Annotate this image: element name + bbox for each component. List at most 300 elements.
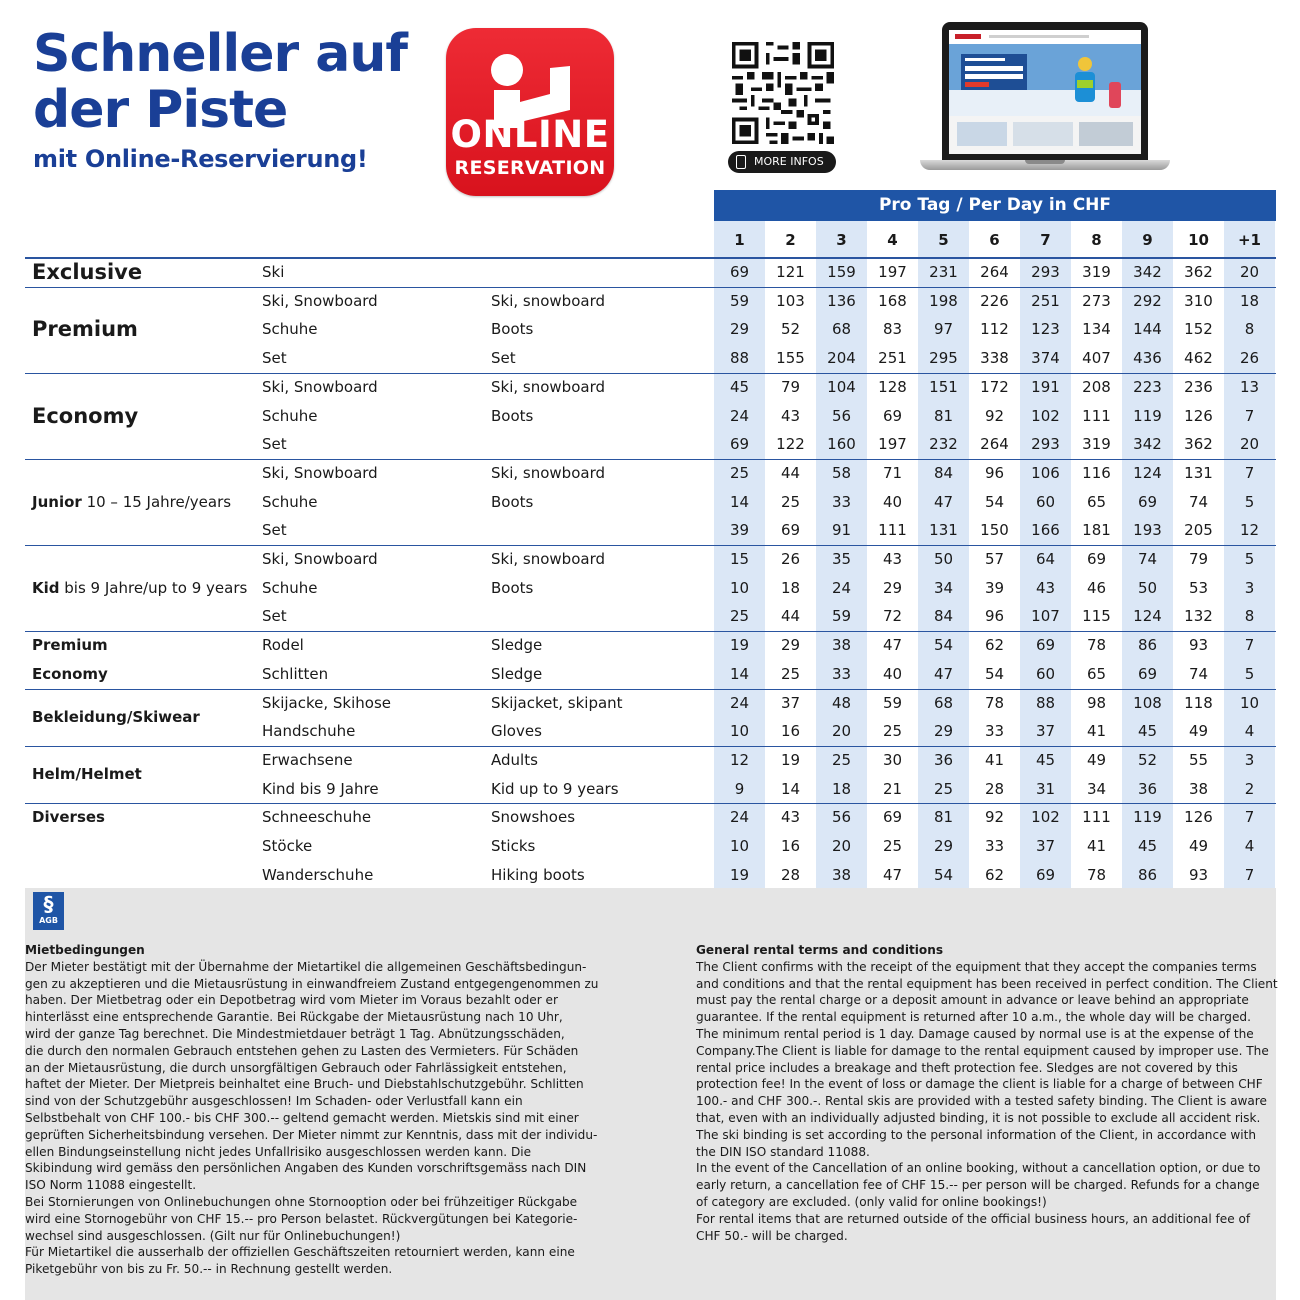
day-column-label: 6 xyxy=(989,231,1000,249)
price-cell: 16 xyxy=(780,722,801,741)
item-name-en: Hiking boots xyxy=(491,865,585,884)
price-cell: 69 xyxy=(1035,865,1056,884)
item-name-en: Boots xyxy=(491,406,534,425)
price-cell: 107 xyxy=(1031,607,1060,626)
table-row xyxy=(0,516,1300,545)
price-cell: 10 xyxy=(729,578,750,597)
price-cell: 123 xyxy=(1031,320,1060,339)
price-cell: 28 xyxy=(780,865,801,884)
price-cell: 144 xyxy=(1133,320,1162,339)
category-age-note: bis 9 Jahre/up to 9 years xyxy=(59,578,248,597)
price-cell: 92 xyxy=(984,406,1005,425)
item-name-en: Sledge xyxy=(491,636,543,655)
price-cell: 14 xyxy=(729,664,750,683)
price-cell: 293 xyxy=(1031,263,1060,281)
price-cell: 362 xyxy=(1184,435,1213,454)
price-cell: 36 xyxy=(1137,779,1158,798)
price-cell: 16 xyxy=(780,837,801,855)
price-cell: 116 xyxy=(1082,463,1111,482)
price-cell: 12 xyxy=(729,750,750,769)
category-name: Economy xyxy=(32,403,139,428)
price-cell: 69 xyxy=(780,521,801,540)
price-cell: 71 xyxy=(882,463,903,482)
price-cell: 39 xyxy=(984,578,1005,597)
price-cell: 232 xyxy=(929,435,958,454)
price-cell: 59 xyxy=(831,607,852,626)
price-cell: 74 xyxy=(1188,664,1209,683)
price-cell: 26 xyxy=(780,550,801,568)
price-cell: 40 xyxy=(882,492,903,511)
price-cell: 19 xyxy=(729,865,750,884)
website-preview-image xyxy=(949,30,1141,154)
price-cell: 65 xyxy=(1086,664,1107,683)
price-cell: 58 xyxy=(831,463,852,482)
table-row xyxy=(0,660,1300,689)
price-cell: 86 xyxy=(1137,636,1158,655)
price-cell: 102 xyxy=(1031,808,1060,827)
price-cell: 69 xyxy=(882,406,903,425)
price-cell: 5 xyxy=(1244,664,1255,683)
price-cell: 69 xyxy=(882,808,903,827)
price-cell: 40 xyxy=(882,664,903,683)
headline-subline: mit Online-Reservierung! xyxy=(33,145,368,173)
price-cell: 69 xyxy=(1086,550,1107,568)
price-cell: 88 xyxy=(1035,693,1056,712)
price-cell: 36 xyxy=(933,750,954,769)
price-cell: 3 xyxy=(1244,578,1255,597)
price-cell: 8 xyxy=(1244,320,1255,339)
day-column-label: 7 xyxy=(1040,231,1051,249)
price-cell: 126 xyxy=(1184,808,1213,827)
price-cell: 44 xyxy=(780,463,801,482)
price-cell: 20 xyxy=(1239,435,1260,454)
price-cell: 9 xyxy=(734,779,745,798)
category-name: Diverses xyxy=(32,808,105,827)
price-cell: 121 xyxy=(776,263,805,281)
category-label xyxy=(32,703,200,732)
category-label xyxy=(32,760,142,789)
category-name: Junior xyxy=(32,492,82,511)
category-label xyxy=(32,660,108,689)
item-name-en: Sticks xyxy=(491,837,536,855)
price-cell: 69 xyxy=(729,435,750,454)
day-column-label: 10 xyxy=(1188,231,1209,249)
category-age-note: 10 – 15 Jahre/years xyxy=(81,492,232,511)
price-cell: 236 xyxy=(1184,377,1213,396)
table-row xyxy=(0,344,1300,373)
price-cell: 84 xyxy=(933,463,954,482)
terms-german-title: Mietbedingungen xyxy=(25,943,145,957)
price-cell: 119 xyxy=(1133,808,1162,827)
price-cell: 319 xyxy=(1082,435,1111,454)
more-infos-button[interactable] xyxy=(728,151,836,173)
item-name-de: Schuhe xyxy=(262,320,318,339)
laptop-screen xyxy=(949,30,1141,154)
price-cell: 119 xyxy=(1133,406,1162,425)
price-cell: 69 xyxy=(1035,636,1056,655)
category-name: Exclusive xyxy=(32,260,143,284)
price-cell: 33 xyxy=(831,492,852,511)
price-cell: 132 xyxy=(1184,607,1213,626)
price-cell: 5 xyxy=(1244,492,1255,511)
price-cell: 45 xyxy=(1035,750,1056,769)
table-row xyxy=(0,315,1300,344)
price-cell: 68 xyxy=(933,693,954,712)
item-name-de: Ski, Snowboard xyxy=(262,377,378,396)
price-cell: 19 xyxy=(780,750,801,769)
price-cell: 18 xyxy=(831,779,852,798)
item-name-de: Erwachsene xyxy=(262,750,353,769)
price-cell: 3 xyxy=(1244,750,1255,769)
price-cell: 84 xyxy=(933,607,954,626)
item-name-en: Snowshoes xyxy=(491,808,576,827)
price-cell: 41 xyxy=(1086,722,1107,741)
price-cell: 78 xyxy=(1086,865,1107,884)
terms-german xyxy=(25,942,615,1278)
price-cell: 208 xyxy=(1082,377,1111,396)
price-cell: 273 xyxy=(1082,291,1111,310)
item-name-en: Boots xyxy=(491,578,534,597)
logo-text-online: ONLINE xyxy=(450,113,610,156)
price-cell: 150 xyxy=(980,521,1009,540)
terms-german-body: Der Mieter bestätigt mit der Übernahme der Mietartikel die allgemeinen Geschäftsbedingun- gen zu akzeptieren und die Mietausrüstung in einwandfreiem Zustand entgegengenommen zu haben. Der Mietbetrag oder ein Depotbetrag wird vom Mieter im Voraus bezahlt oder er hinterlässt eine entsprechende Garantie. Bei Rückgabe der Mietausrüstung nach 10 Uhr, wird der ganze Tag berechnet. Die Mindestmietdauer beträgt 1 Tag. Abnützungsschäden, die durch den normalen Gebrauch entstehen gehen zu Lasten des Vermieters. Für Schäden an der Mietausrüstung, die durch unsorgfältigen Gebrauch oder Fahrlässigkeit entstehen, haftet der Mieter. Der Mietpreis beinhaltet eine Bruch- und Diebstahlschutzgebühr. Schlitten sind von der Schutzgebühr ausgeschlossen! Im Schaden- oder Verlustfall kann ein Selbstbehalt von CHF 100.- bis CHF 300.-- geltend gemacht werden. Mietskis sind mit einer geprüften Sicherheitsbindung versehen. Der Mieter nimmt zur Kenntnis, dass mit der individu- ellen Bindungseinstellung nicht jedes Unfallrisiko ausgeschlossen werden kann. Die Skibindung wird gemäss den persönlichen Angaben des Kunden vorschriftsgemäss nach DIN ISO Norm 11088 eingestellt. Bei Stornierungen von Onlinebuchungen ohne Stornooption oder bei frühzeitiger Rückgabe wird eine Stornogebühr von CHF 15.-- pro Person belastet. Rückvergütungen bei Kategorie- wechsel sind ausgeschlossen. (Gilt nur für Onlinebuchungen!) Für Mietartikel die ausserhalb der offiziellen Geschäftszeiten retourniert werden, kann eine Piketgebühr von bis zu Fr. 50.-- in Rechnung gestellt werden. xyxy=(25,959,599,1277)
category-name: Bekleidung/Skiwear xyxy=(32,707,200,726)
price-cell: 69 xyxy=(1137,664,1158,683)
table-row xyxy=(0,373,1300,402)
price-cell: 25 xyxy=(882,837,903,855)
table-row xyxy=(0,258,1300,287)
category-label xyxy=(32,631,108,660)
price-cell: 52 xyxy=(780,320,801,339)
price-cell: 193 xyxy=(1133,521,1162,540)
price-cell: 88 xyxy=(729,349,750,368)
price-cell: 231 xyxy=(929,263,958,281)
price-cell: 111 xyxy=(878,521,907,540)
price-cell: 14 xyxy=(729,492,750,511)
price-cell: 198 xyxy=(929,291,958,310)
price-cell: 62 xyxy=(984,865,1005,884)
price-cell: 25 xyxy=(780,492,801,511)
price-cell: 204 xyxy=(827,349,856,368)
price-cell: 5 xyxy=(1244,550,1255,568)
price-cell: 44 xyxy=(780,607,801,626)
price-cell: 93 xyxy=(1188,865,1209,884)
item-name-en: Set xyxy=(491,349,516,368)
price-cell: 34 xyxy=(1086,779,1107,798)
price-cell: 115 xyxy=(1082,607,1111,626)
price-cell: 10 xyxy=(729,722,750,741)
price-cell: 56 xyxy=(831,406,852,425)
price-cell: 111 xyxy=(1082,808,1111,827)
logo-text-reservation: RESERVATION xyxy=(454,157,606,179)
price-cell: 81 xyxy=(933,808,954,827)
day-column-label: 8 xyxy=(1091,231,1102,249)
headline-line-2: der Piste xyxy=(33,80,288,140)
price-cell: 91 xyxy=(831,521,852,540)
item-name-en: Boots xyxy=(491,320,534,339)
price-cell: 20 xyxy=(1239,263,1260,281)
price-cell: 223 xyxy=(1133,377,1162,396)
price-cell: 7 xyxy=(1244,808,1255,827)
item-name-en: Kid up to 9 years xyxy=(491,779,619,798)
category-name: Economy xyxy=(32,664,108,683)
item-name-de: Schuhe xyxy=(262,406,318,425)
price-cell: 74 xyxy=(1137,550,1158,568)
category-label xyxy=(32,402,138,431)
terms-english-body: The Client confirms with the receipt of the equipment that they accept the companies terms and conditions and that the rental equipment has been received in perfect condition. The Client must pay the rental charge or a deposit amount in advance or leave behind an appropriate guarantee. If the rental equipment is returned after 10 a.m., the whole day will be charged. The minimum rental period is 1 day. Damage caused by normal use is at the expense of the Company.The Client is liable for damage to the rental equipment caused by improper use. The rental price includes a breakage and theft protection fee. Sledges are not covered by this protection fee! In the event of loss or damage the client is liable for a charge of between CHF 100.- and CHF 300.-. Rental skis are provided with a tested safety binding. The Client is aware that, even with an individually adjusted binding, it is not possible to exclude all accident risk. The ski binding is set according to the personal information of the Client, in accordance with the DIN ISO standard 11088. In the event of the Cancellation of an online booking, without a cancellation option, or due to early return, a cancellation fee of CHF 15.-- per person will be charged. Refunds for a change of category are excluded. (only valid for online bookings!) For rental items that are returned outside of the official business hours, an additional fee of CHF 50.- will be charged. xyxy=(696,959,1278,1243)
item-name-en: Gloves xyxy=(491,722,542,741)
price-cell: 160 xyxy=(827,435,856,454)
price-cell: 43 xyxy=(1035,578,1056,597)
phone-icon xyxy=(736,155,746,169)
price-cell: 43 xyxy=(780,406,801,425)
price-cell: 81 xyxy=(933,406,954,425)
price-cell: 28 xyxy=(984,779,1005,798)
item-name-de: Schuhe xyxy=(262,578,318,597)
price-cell: 362 xyxy=(1184,263,1213,281)
price-cell: 24 xyxy=(729,406,750,425)
table-row xyxy=(0,545,1300,574)
price-cell: 25 xyxy=(831,750,852,769)
price-cell: 20 xyxy=(831,837,852,855)
price-cell: 112 xyxy=(980,320,1009,339)
price-cell: 24 xyxy=(729,808,750,827)
price-cell: 24 xyxy=(831,578,852,597)
price-cell: 37 xyxy=(1035,722,1056,741)
item-name-en: Ski, snowboard xyxy=(491,291,605,310)
price-cell: 205 xyxy=(1184,521,1213,540)
item-name-de: Stöcke xyxy=(262,837,313,855)
table-row xyxy=(0,746,1300,775)
price-cell: 4 xyxy=(1244,837,1255,855)
price-cell: 10 xyxy=(1239,693,1260,712)
price-cell: 111 xyxy=(1082,406,1111,425)
price-cell: 126 xyxy=(1184,406,1213,425)
price-cell: 60 xyxy=(1035,492,1056,511)
price-cell: 20 xyxy=(831,722,852,741)
price-cell: 108 xyxy=(1133,693,1162,712)
day-column-header xyxy=(714,224,1276,256)
price-cell: 69 xyxy=(729,263,750,281)
price-cell: 8 xyxy=(1244,607,1255,626)
price-cell: 124 xyxy=(1133,607,1162,626)
price-cell: 104 xyxy=(827,377,856,396)
price-cell: 342 xyxy=(1133,435,1162,454)
price-cell: 7 xyxy=(1244,865,1255,884)
price-cell: 7 xyxy=(1244,636,1255,655)
category-label xyxy=(32,315,138,344)
price-cell: 33 xyxy=(831,664,852,683)
item-name-en: Sledge xyxy=(491,664,543,683)
price-header: Pro Tag / Per Day in CHF xyxy=(714,190,1276,221)
price-cell: 102 xyxy=(1031,406,1060,425)
price-cell: 38 xyxy=(831,636,852,655)
price-cell: 264 xyxy=(980,263,1009,281)
price-cell: 38 xyxy=(831,865,852,884)
item-name-de: Schuhe xyxy=(262,492,318,511)
price-cell: 92 xyxy=(984,808,1005,827)
agb-symbol: § xyxy=(43,892,54,916)
table-row xyxy=(0,402,1300,431)
item-name-de: Rodel xyxy=(262,636,304,655)
price-cell: 295 xyxy=(929,349,958,368)
price-cell: 50 xyxy=(1137,578,1158,597)
price-cell: 79 xyxy=(1188,550,1209,568)
item-name-de: Ski, Snowboard xyxy=(262,463,378,482)
price-cell: 168 xyxy=(878,291,907,310)
item-name-de: Skijacke, Skihose xyxy=(262,693,392,712)
price-cell: 29 xyxy=(729,320,750,339)
price-cell: 13 xyxy=(1239,377,1260,396)
price-cell: 57 xyxy=(984,550,1005,568)
price-cell: 41 xyxy=(1086,837,1107,855)
item-name-en: Ski, snowboard xyxy=(491,463,605,482)
price-cell: 98 xyxy=(1086,693,1107,712)
price-cell: 48 xyxy=(831,693,852,712)
price-cell: 49 xyxy=(1086,750,1107,769)
price-cell: 4 xyxy=(1244,722,1255,741)
price-cell: 136 xyxy=(827,291,856,310)
price-cell: 15 xyxy=(729,550,750,568)
item-name-de: Ski, Snowboard xyxy=(262,291,378,310)
item-name-de: Wanderschuhe xyxy=(262,865,374,884)
price-cell: 41 xyxy=(984,750,1005,769)
price-cell: 37 xyxy=(1035,837,1056,855)
item-name-de: Handschuhe xyxy=(262,722,356,741)
price-cell: 197 xyxy=(878,263,907,281)
price-cell: 68 xyxy=(831,320,852,339)
price-cell: 45 xyxy=(729,377,750,396)
day-column-label: 3 xyxy=(836,231,847,249)
agb-icon xyxy=(33,892,64,930)
price-cell: 124 xyxy=(1133,463,1162,482)
more-infos-label: MORE INFOS xyxy=(754,155,824,168)
price-cell: 86 xyxy=(1137,865,1158,884)
price-cell: 29 xyxy=(933,837,954,855)
item-name-en: Skijacket, skipant xyxy=(491,693,623,712)
item-name-de: Schlitten xyxy=(262,664,329,683)
price-cell: 96 xyxy=(984,607,1005,626)
category-name: Kid xyxy=(32,578,60,597)
price-cell: 152 xyxy=(1184,320,1213,339)
price-cell: 35 xyxy=(831,550,852,568)
price-cell: 181 xyxy=(1082,521,1111,540)
price-cell: 7 xyxy=(1244,406,1255,425)
price-cell: 159 xyxy=(827,263,856,281)
category-name: Premium xyxy=(32,636,108,655)
price-cell: 83 xyxy=(882,320,903,339)
day-column-label: 9 xyxy=(1142,231,1153,249)
price-cell: 25 xyxy=(882,722,903,741)
price-cell: 54 xyxy=(984,664,1005,683)
table-row xyxy=(0,861,1300,890)
price-cell: 191 xyxy=(1031,377,1060,396)
price-cell: 29 xyxy=(882,578,903,597)
price-cell: 69 xyxy=(1137,492,1158,511)
price-cell: 7 xyxy=(1244,463,1255,482)
price-cell: 293 xyxy=(1031,435,1060,454)
price-cell: 47 xyxy=(933,492,954,511)
table-row xyxy=(0,287,1300,316)
table-row xyxy=(0,832,1300,861)
price-cell: 128 xyxy=(878,377,907,396)
price-cell: 342 xyxy=(1133,263,1162,281)
price-cell: 33 xyxy=(984,722,1005,741)
headline xyxy=(33,26,433,174)
price-cell: 47 xyxy=(933,664,954,683)
price-cell: 59 xyxy=(882,693,903,712)
price-cell: 38 xyxy=(1188,779,1209,798)
price-cell: 43 xyxy=(882,550,903,568)
price-cell: 12 xyxy=(1239,521,1260,540)
item-name-en: Adults xyxy=(491,750,538,769)
price-cell: 45 xyxy=(1137,837,1158,855)
qr-code-icon[interactable] xyxy=(728,38,838,148)
price-cell: 46 xyxy=(1086,578,1107,597)
price-cell: 62 xyxy=(984,636,1005,655)
day-column-label: 4 xyxy=(887,231,898,249)
price-cell: 56 xyxy=(831,808,852,827)
terms-english xyxy=(696,942,1281,1244)
price-cell: 18 xyxy=(780,578,801,597)
price-cell: 25 xyxy=(780,664,801,683)
price-cell: 151 xyxy=(929,377,958,396)
price-cell: 54 xyxy=(933,865,954,884)
price-cell: 251 xyxy=(1031,291,1060,310)
price-cell: 54 xyxy=(984,492,1005,511)
price-cell: 14 xyxy=(780,779,801,798)
terms-english-title: General rental terms and conditions xyxy=(696,943,944,957)
table-row xyxy=(0,602,1300,631)
item-name-en: Ski, snowboard xyxy=(491,377,605,396)
price-cell: 103 xyxy=(776,291,805,310)
price-cell: 52 xyxy=(1137,750,1158,769)
price-cell: 47 xyxy=(882,865,903,884)
price-cell: 251 xyxy=(878,349,907,368)
price-cell: 43 xyxy=(780,808,801,827)
price-cell: 21 xyxy=(882,779,903,798)
price-cell: 226 xyxy=(980,291,1009,310)
price-cell: 18 xyxy=(1239,291,1260,310)
price-cell: 96 xyxy=(984,463,1005,482)
price-cell: 37 xyxy=(780,693,801,712)
price-cell: 50 xyxy=(933,550,954,568)
price-cell: 407 xyxy=(1082,349,1111,368)
price-cell: 197 xyxy=(878,435,907,454)
category-name: Premium xyxy=(32,317,138,342)
item-name-de: Set xyxy=(262,607,287,626)
agb-label: AGB xyxy=(39,916,58,925)
item-name-en: Ski, snowboard xyxy=(491,550,605,568)
category-label xyxy=(32,803,105,832)
price-cell: 122 xyxy=(776,435,805,454)
price-cell: 30 xyxy=(882,750,903,769)
price-cell: 25 xyxy=(729,463,750,482)
price-cell: 78 xyxy=(984,693,1005,712)
price-cell: 64 xyxy=(1035,550,1056,568)
table-row xyxy=(0,803,1300,832)
price-cell: 72 xyxy=(882,607,903,626)
category-name: Helm/Helmet xyxy=(32,765,142,784)
price-cell: 60 xyxy=(1035,664,1056,683)
price-cell: 29 xyxy=(780,636,801,655)
item-name-de: Schneeschuhe xyxy=(262,808,372,827)
price-cell: 79 xyxy=(780,377,801,396)
online-reservation-logo[interactable] xyxy=(446,28,614,196)
price-cell: 118 xyxy=(1184,693,1213,712)
price-cell: 172 xyxy=(980,377,1009,396)
price-cell: 26 xyxy=(1239,349,1260,368)
